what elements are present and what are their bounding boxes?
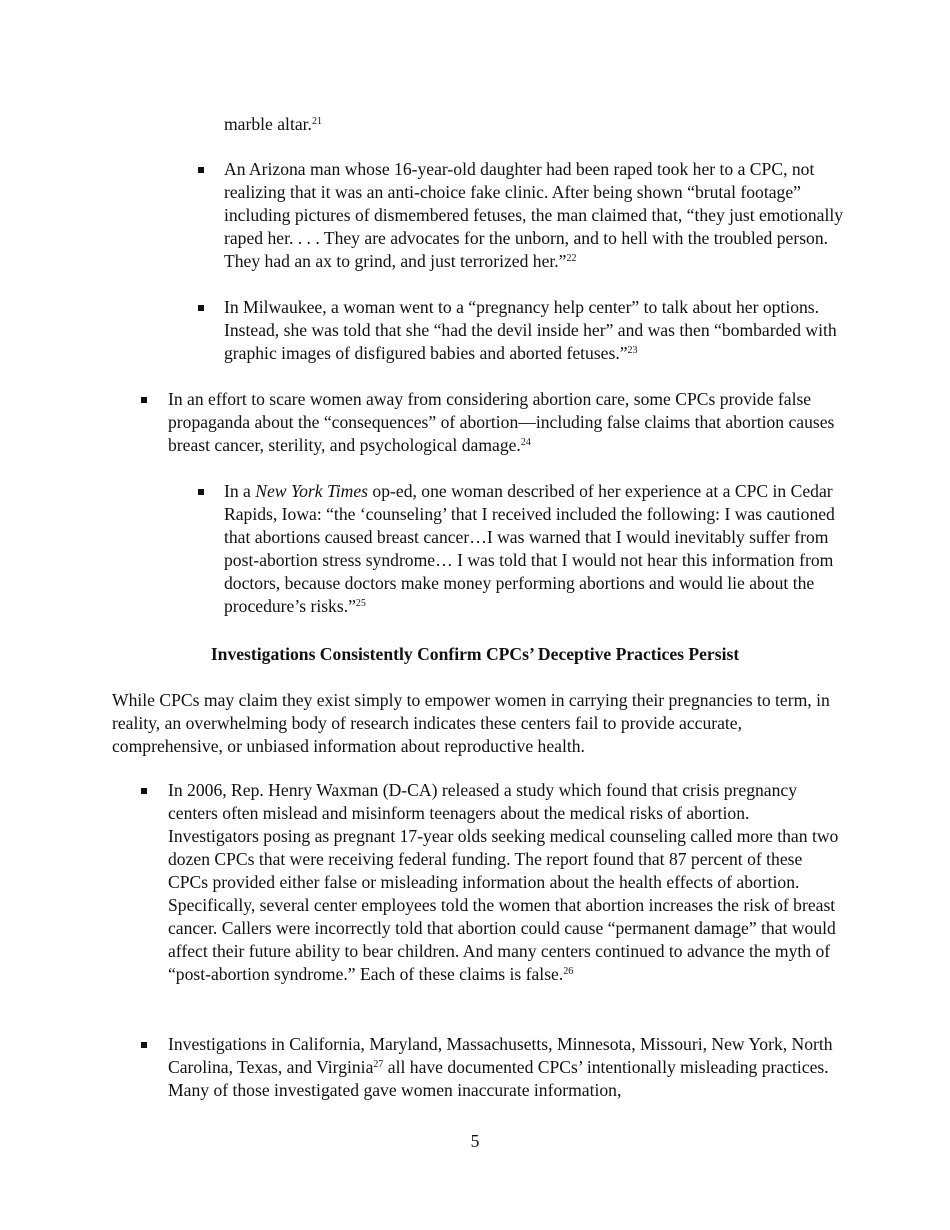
- bullet-marker: [198, 305, 204, 311]
- bullet-marker: [198, 167, 204, 173]
- list-item-investigations: Investigations in California, Maryland, Massachusetts, Minnesota, Missouri, New York, North Carolina, Texas, and Virginia$^{27}$ all have documented CPCs’ intentionally misleading practices. Many of those investigated gave women inaccurate information,: [168, 1034, 833, 1100]
- bullet-marker: [141, 397, 147, 403]
- publication-title: New York Times: [255, 481, 369, 501]
- list-item-arizona: An Arizona man whose 16-year-old daughter had been raped took her to a CPC, not realizing that it was an anti-choice fake clinic. After being shown “brutal footage” including pictures of dismembered fetuses, the man claimed that, “they just emotionally raped her. . . . They are advocates for the unborn, and to hell with the troubled person. They had an ax to grind, and just terrorized her.”$^{22}$: [224, 159, 844, 271]
- list-item-milwaukee: In Milwaukee, a woman went to a “pregnancy help center” to talk about her options. Instead, she was told that she “had the devil inside her” and was then “bombarded with graphic images of disfigured babies and aborted fetuses.”$^{23}$: [224, 297, 837, 363]
- list-item-propaganda: In an effort to scare women away from considering abortion care, some CPCs provide false propaganda about the “consequences” of abortion—including false claims that abortion causes breast cancer, sterility, and psychological damage.$^{24}$: [168, 389, 835, 455]
- footnote-ref[interactable]: 26: [563, 966, 574, 977]
- list-item-waxman: In 2006, Rep. Henry Waxman (D-CA) released a study which found that crisis pregnancy centers often mislead and misinform teenagers about the medical risks of abortion. Investigators posing as pregnant 17-year olds seeking medical counseling called more than two dozen CPCs that were receiving federal funding. The report found that 87 percent of these CPCs provided either false or misleading information about the health effects of abortion. Specifically, several center employees told the women that abortion increases the risk of breast cancer. Callers were incorrectly told that abortion could cause “permanent damage” that would affect their future ability to bear children. And many centers continued to advance the myth of “post-abortion syndrome.” Each of these claims is false.$^{26}$: [168, 780, 839, 984]
- section-heading: Investigations Consistently Confirm CPCs’ Deceptive Practices Persist: [210, 644, 740, 664]
- intro-paragraph: While CPCs may claim they exist simply to empower women in carrying their pregnancies to term, in reality, an overwhelming body of research indicates these centers fail to provide accurate, comprehensive, or unbiased information about reproductive health.: [112, 690, 830, 756]
- bullet-marker: [141, 1042, 147, 1048]
- footnote-ref[interactable]: 23: [627, 345, 638, 356]
- footnote-ref[interactable]: 21: [311, 116, 322, 127]
- footnote-ref[interactable]: 25: [355, 598, 366, 609]
- bullet-marker: [198, 489, 204, 495]
- continuation-text: marble altar.$^{21}$: [224, 114, 322, 134]
- footnote-ref[interactable]: 24: [520, 437, 531, 448]
- bullet-marker: [141, 788, 147, 794]
- footnote-ref[interactable]: 27: [373, 1059, 384, 1070]
- list-item-nyt: In a New York Times op-ed, one woman described of her experience at a CPC in Cedar Rapids, Iowa: “the ‘counseling’ that I received included the following: I was cautioned that abortions caused breast cancer…I was warned that I would inevitably suffer from post-abortion stress syndrome… I was told that I would not hear this information from doctors, because doctors make money performing abortions and would lie about the procedure’s risks.”$^{25}$: [224, 481, 835, 616]
- footnote-ref[interactable]: 22: [566, 253, 577, 264]
- page-number: 5: [470, 1131, 480, 1151]
